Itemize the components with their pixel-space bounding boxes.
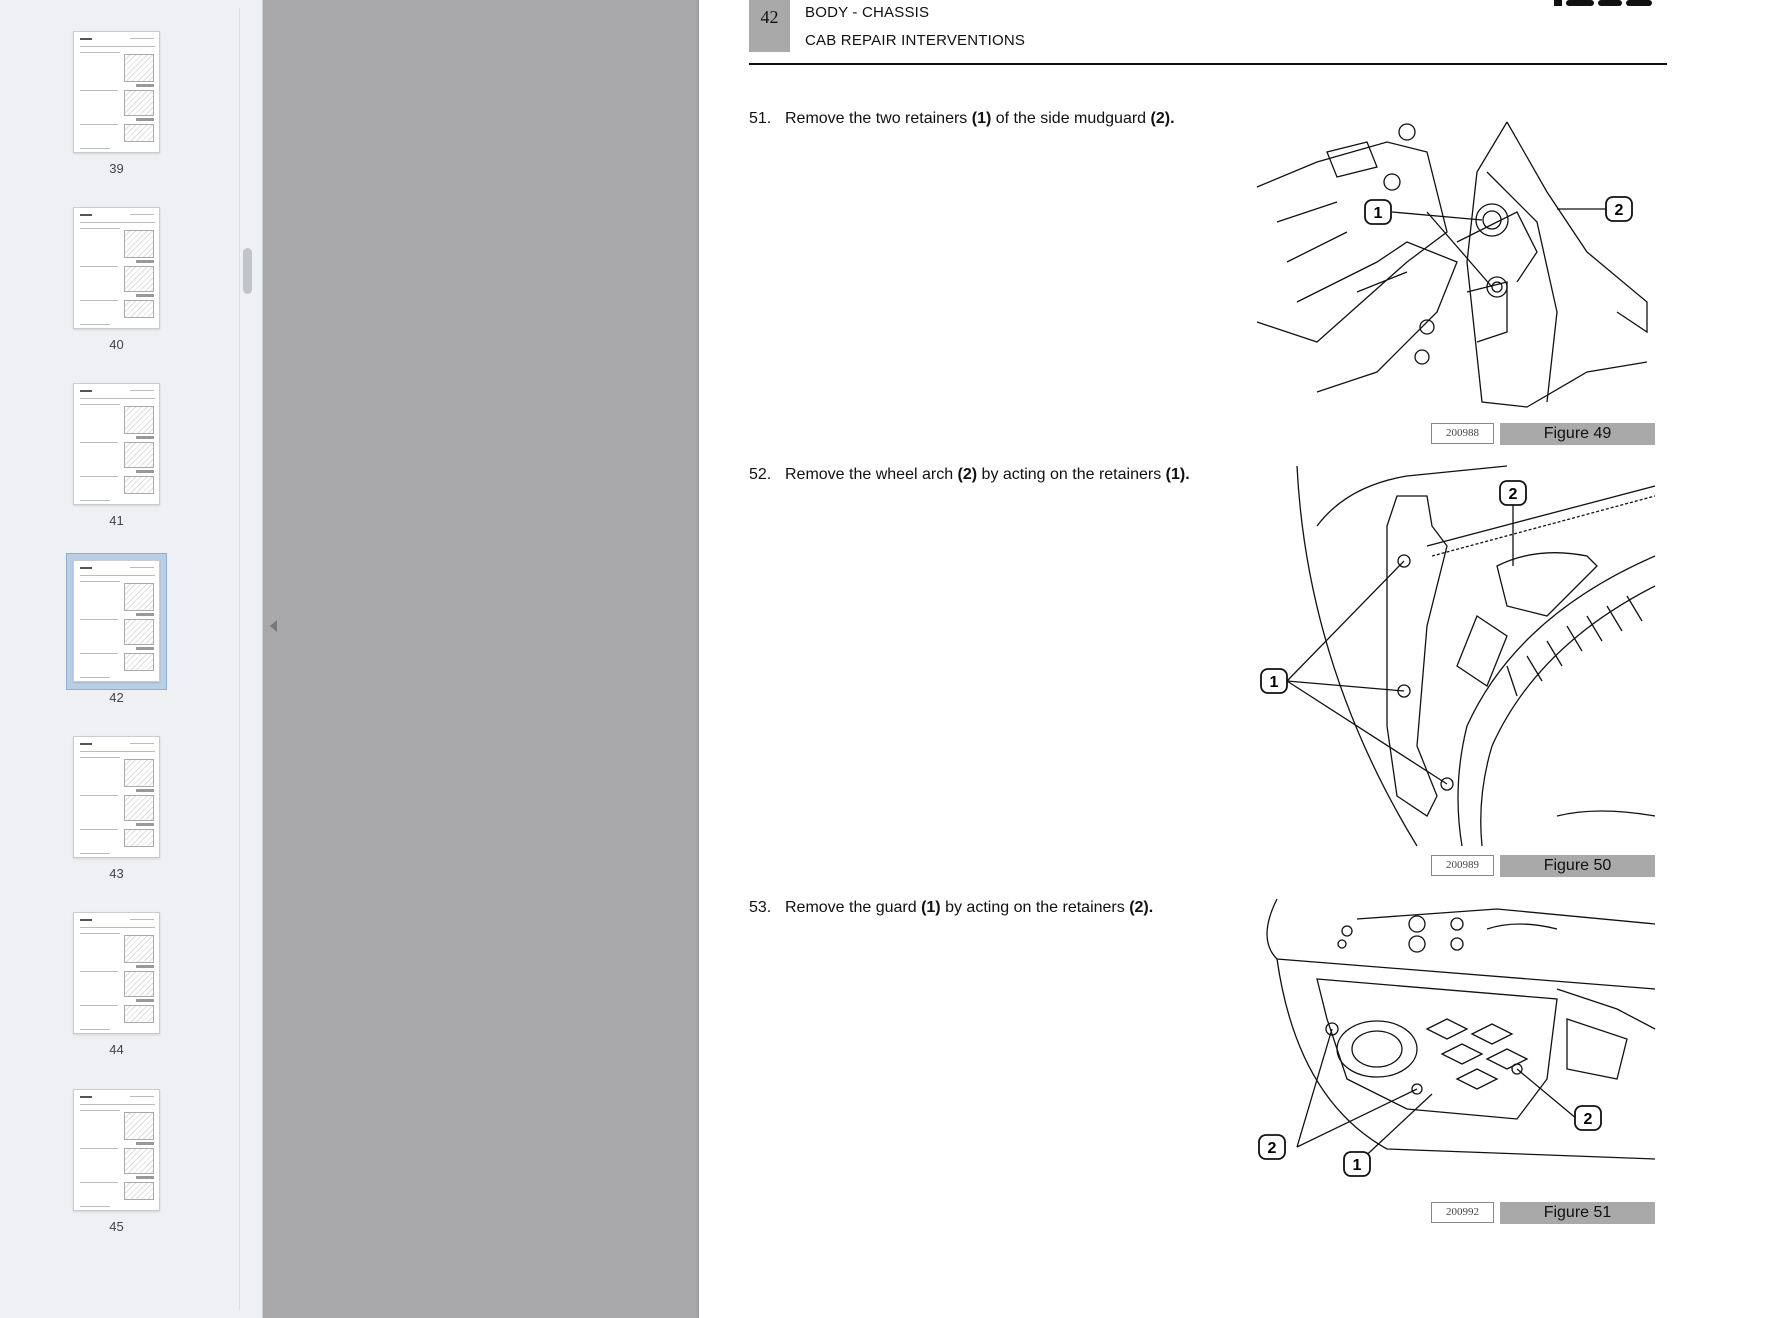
page-thumbnail[interactable] xyxy=(0,736,230,912)
step-ref: (2) xyxy=(1129,899,1149,916)
step-53 xyxy=(749,899,1153,917)
figure-caption: Figure 51 xyxy=(1500,1202,1655,1224)
document-page xyxy=(699,0,1768,1318)
page-thumbnail[interactable] xyxy=(0,1089,230,1265)
step-number: 52. xyxy=(749,466,772,483)
step-text: Remove the wheel arch xyxy=(785,466,958,483)
step-51 xyxy=(749,110,1175,128)
thumbnail-image xyxy=(73,207,160,329)
thumbnail-sidebar xyxy=(0,0,263,1318)
step-text: of the side mudguard xyxy=(991,110,1151,127)
figure-caption: Figure 49 xyxy=(1500,423,1655,445)
step-number: 51. xyxy=(749,110,772,127)
figure-code: 200989 xyxy=(1431,855,1494,876)
step-ref: (1) xyxy=(971,110,992,127)
step-text: by acting on the retainers xyxy=(940,899,1130,916)
page-thumbnail[interactable] xyxy=(0,31,230,207)
figure-50 xyxy=(1257,466,1655,880)
header-rule xyxy=(749,63,1667,65)
figure-code: 200992 xyxy=(1431,1202,1494,1223)
svg-text:2: 2 xyxy=(1614,202,1624,219)
document-viewer[interactable] xyxy=(286,0,1624,1318)
collapse-sidebar-icon[interactable] xyxy=(270,620,277,632)
svg-text:1: 1 xyxy=(1373,205,1383,222)
page-thumbnail[interactable] xyxy=(0,383,230,559)
step-ref: (1) xyxy=(921,899,941,916)
sidebar-scrollbar-thumb[interactable] xyxy=(243,248,252,294)
step-ref: (2) xyxy=(1150,110,1171,127)
page-thumbnail[interactable] xyxy=(0,207,230,383)
thumbnail-page-number: 44 xyxy=(109,1042,124,1057)
thumbnail-page-number: 41 xyxy=(109,513,124,528)
step-text: by acting on the retainers xyxy=(977,466,1166,483)
callout-1 xyxy=(1257,899,1655,1189)
thumbnail-image xyxy=(73,912,160,1034)
thumbnail-page-number: 40 xyxy=(109,337,124,352)
thumbnail-image xyxy=(73,1089,160,1211)
page-thumbnail[interactable] xyxy=(0,560,230,736)
step-52 xyxy=(749,466,1190,484)
thumbnail-page-number: 43 xyxy=(109,866,124,881)
svg-text:1: 1 xyxy=(1269,674,1279,691)
svg-text:2: 2 xyxy=(1267,1140,1277,1157)
step-text: . xyxy=(1185,466,1190,483)
step-ref: (1) xyxy=(1165,466,1186,483)
figure-51 xyxy=(1257,899,1655,1229)
step-text: . xyxy=(1148,899,1154,916)
callout-2 xyxy=(1257,112,1655,412)
callout-1 xyxy=(1257,466,1655,846)
thumbnail-image xyxy=(73,31,160,153)
thumbnail-image xyxy=(73,736,160,858)
thumbnail-page-number: 45 xyxy=(109,1219,124,1234)
page-number: 42 xyxy=(749,0,790,52)
step-text: Remove the two retainers xyxy=(785,110,972,127)
step-number: 53. xyxy=(749,899,772,916)
figure-49 xyxy=(1257,112,1655,447)
step-text: Remove the guard xyxy=(785,899,922,916)
brand-logo xyxy=(1554,0,1654,6)
thumbnail-page-number: 39 xyxy=(109,161,124,176)
svg-text:2: 2 xyxy=(1583,1111,1593,1128)
svg-text:2: 2 xyxy=(1508,486,1518,503)
thumbnail-image xyxy=(73,560,160,682)
thumbnail-page-number: 42 xyxy=(109,690,124,705)
sidebar-scrollbar-track[interactable] xyxy=(239,8,253,1310)
figure-code: 200988 xyxy=(1431,423,1494,444)
figure-caption: Figure 50 xyxy=(1500,855,1655,877)
section-title: BODY - CHASSIS xyxy=(805,4,930,21)
page-thumbnail[interactable] xyxy=(0,912,230,1088)
thumbnail-image xyxy=(73,383,160,505)
step-text: . xyxy=(1170,110,1175,127)
svg-text:1: 1 xyxy=(1352,1157,1362,1174)
step-ref: (2) xyxy=(957,466,978,483)
subsection-title: CAB REPAIR INTERVENTIONS xyxy=(805,32,1026,49)
